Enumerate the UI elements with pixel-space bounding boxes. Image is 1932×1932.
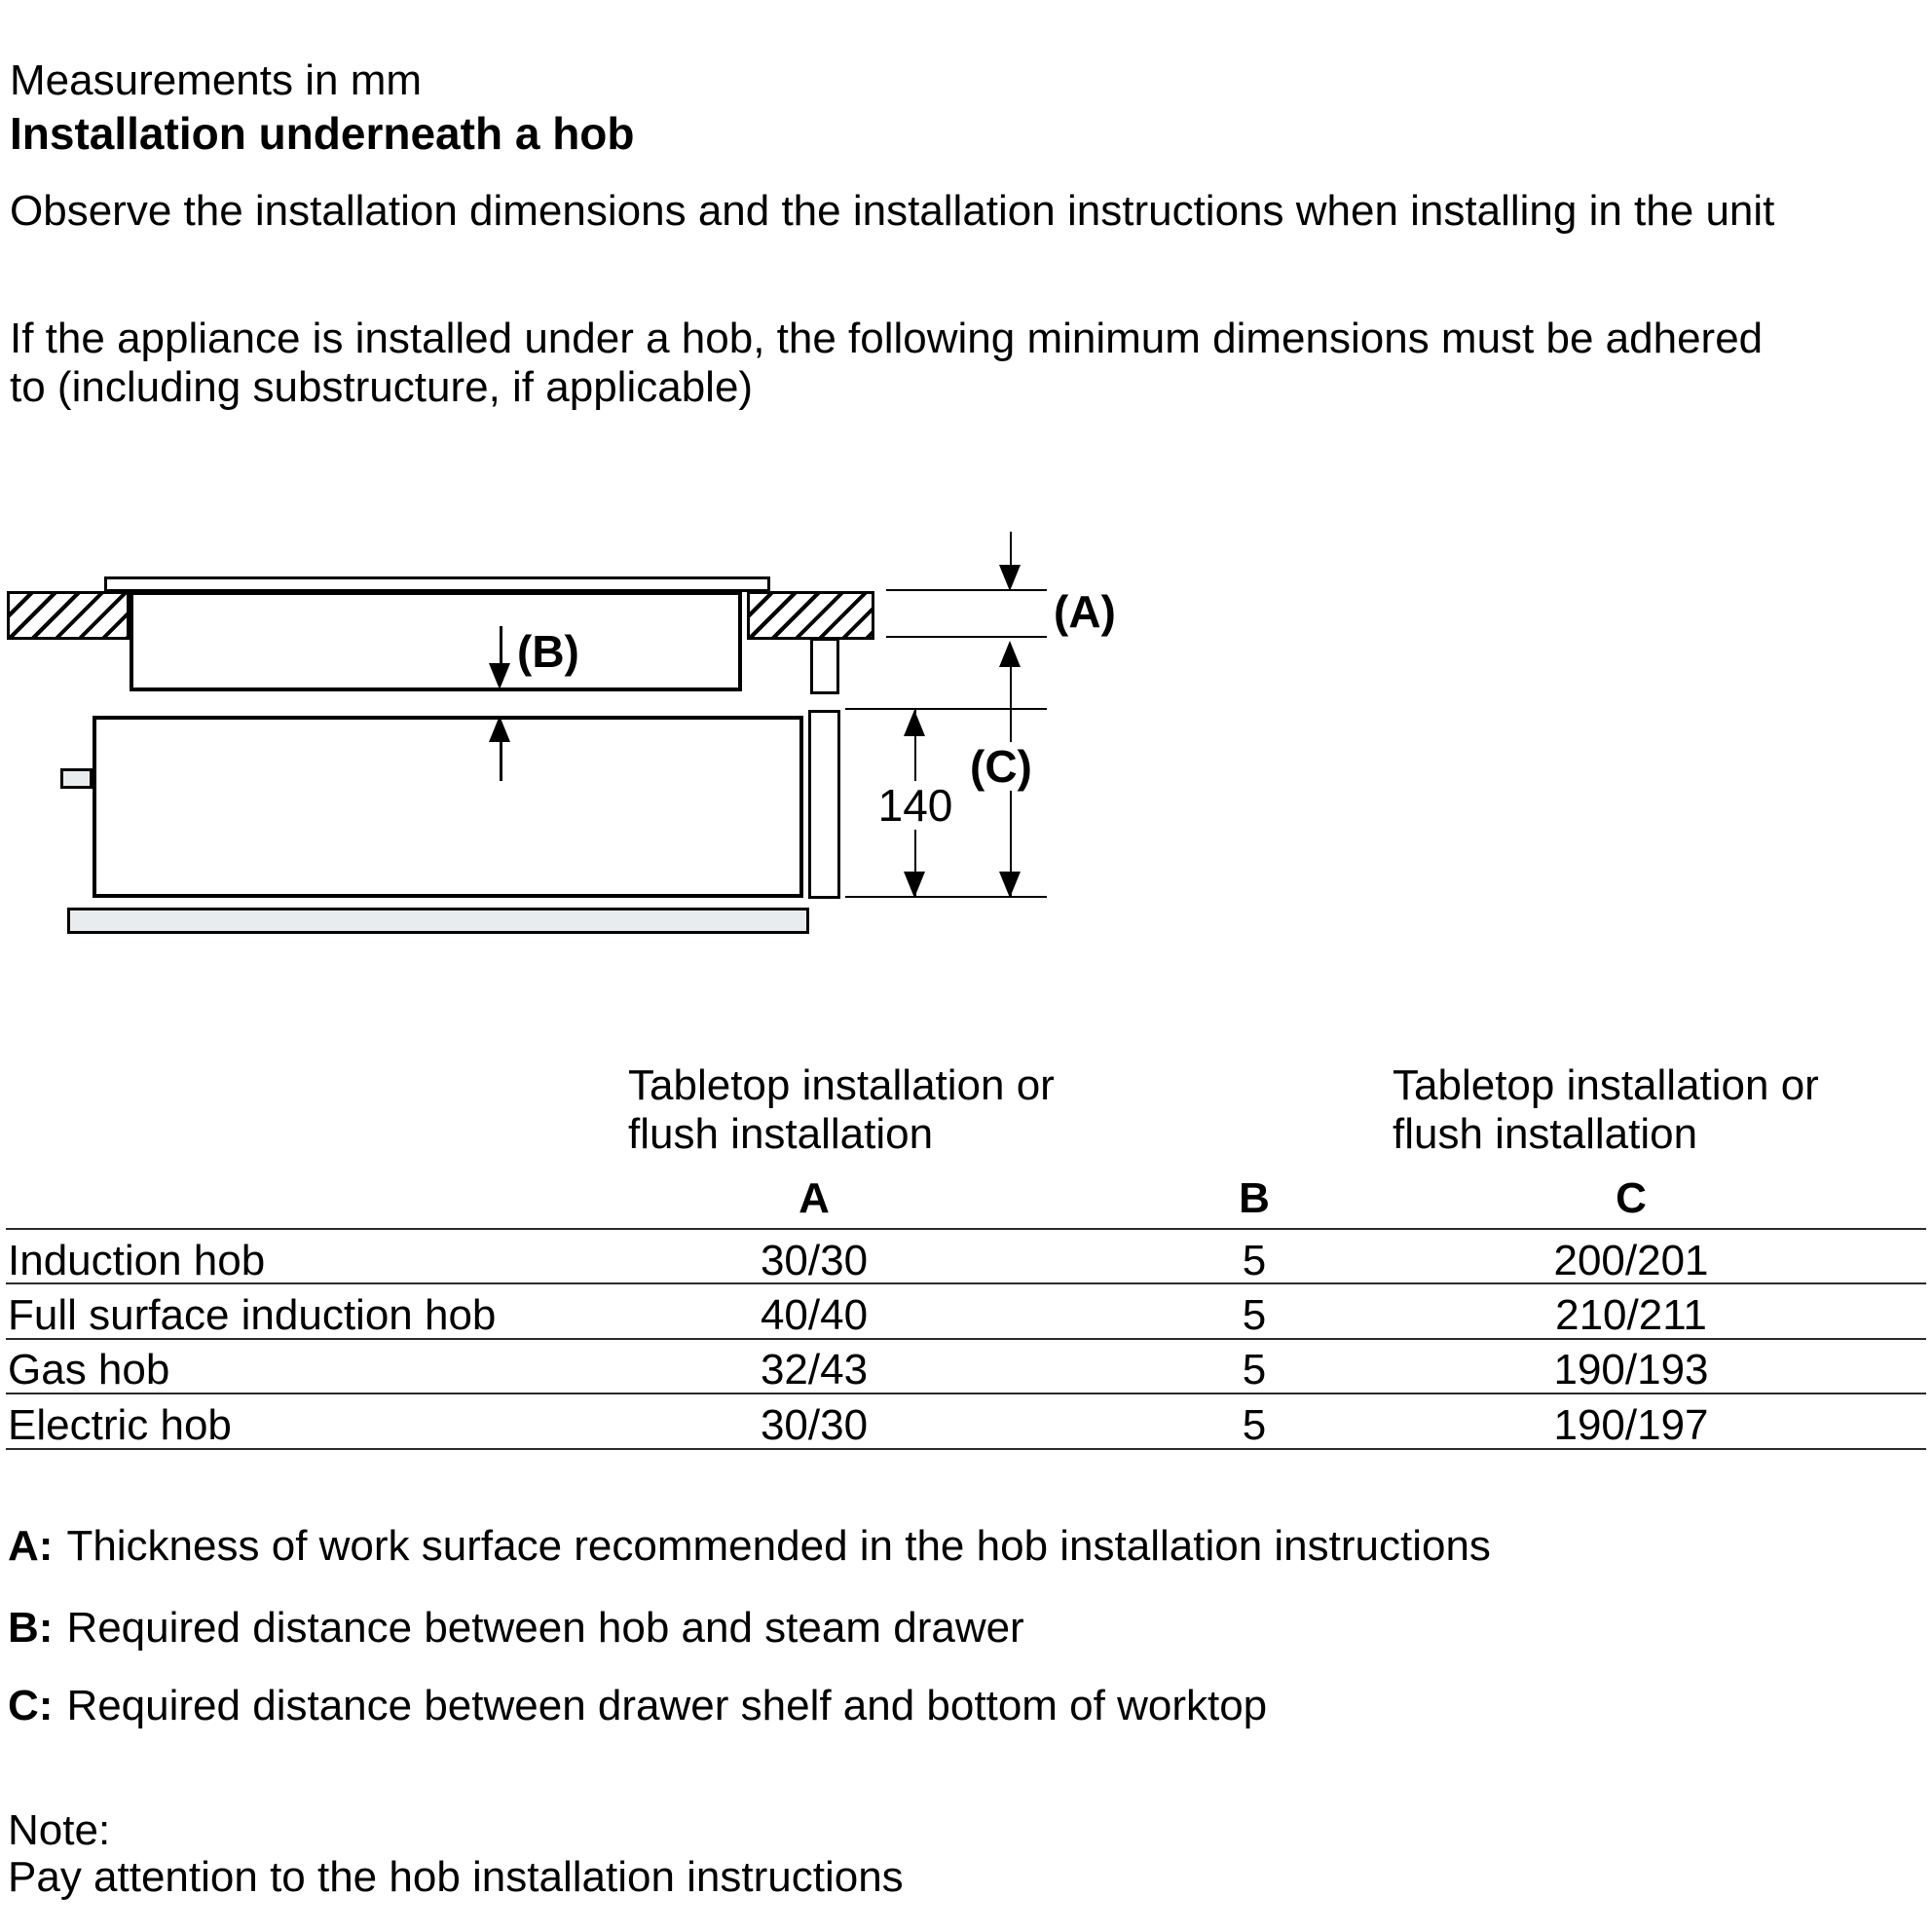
dim-a-shaft: [1010, 532, 1012, 569]
legend-key: A:: [8, 1522, 54, 1570]
dim-b-lower-shaft: [500, 742, 502, 781]
dim-b-label: (B): [517, 626, 579, 677]
conditions-line-1: If the appliance is installed under a hob, the following minimum dimensions must be adhered: [10, 315, 1764, 362]
legend-key: B:: [8, 1604, 54, 1652]
cell-b: 5: [1242, 1237, 1267, 1284]
legend-item-a: [8, 1522, 1491, 1571]
legend-key: C:: [8, 1682, 54, 1729]
note-text: Pay attention to the hob installation instructions: [8, 1853, 904, 1901]
row-label: Electric hob: [8, 1401, 232, 1449]
group-header-1-line-2: flush installation: [628, 1110, 934, 1158]
cell-b: 5: [1242, 1401, 1267, 1449]
cell-c: 190/193: [1553, 1346, 1709, 1393]
page-subtitle: Measurements in mm: [10, 56, 423, 104]
legend-item-c: [8, 1682, 1267, 1730]
cell-a: 40/40: [760, 1291, 869, 1339]
dim-c-up-arrow-icon: [999, 641, 1021, 667]
dim-a-label: (A): [1054, 586, 1116, 637]
dim-a-extension-bottom: [886, 636, 1047, 638]
dim-c-label: (C): [964, 742, 1038, 791]
dim-140-down-arrow-icon: [904, 872, 925, 898]
hob-body: [130, 591, 742, 691]
note-label: Note:: [8, 1806, 111, 1854]
cell-b: 5: [1242, 1291, 1267, 1339]
drawer-shelf: [67, 908, 809, 934]
conditions-line-2: to (including substructure, if applicable): [10, 363, 754, 411]
rear-panel: [808, 710, 840, 899]
drawer-height-value: 140: [865, 781, 966, 830]
group-header-2: [1393, 1061, 1819, 1159]
row-label: Induction hob: [8, 1237, 266, 1284]
cell-a: 30/30: [760, 1401, 869, 1449]
hob-diagram: [0, 0, 1169, 974]
drawer-bottom-extension-line: [845, 896, 1047, 898]
group-header-2-line-2: flush installation: [1393, 1110, 1698, 1158]
row-label: Full surface induction hob: [8, 1291, 497, 1339]
table-rule: [6, 1228, 1926, 1230]
drawer-top-extension-line: [845, 708, 1047, 710]
page-title: Installation underneath a hob: [10, 108, 635, 159]
cell-b: 5: [1242, 1346, 1267, 1393]
worktop-right-section: [747, 591, 874, 640]
steam-drawer: [93, 716, 803, 898]
cell-c: 200/201: [1553, 1237, 1709, 1284]
dim-b-up-arrow-icon: [489, 716, 510, 742]
column-header-a: A: [799, 1174, 830, 1222]
row-label: Gas hob: [8, 1346, 170, 1393]
group-header-1-line-1: Tabletop installation or: [628, 1061, 1055, 1109]
cell-c: 190/197: [1553, 1401, 1709, 1449]
intro-paragraph: Observe the installation dimensions and the installation instructions when installing in the unit: [10, 187, 1775, 235]
drawer-side-tab: [60, 768, 93, 789]
hob-glass-plate: [104, 576, 770, 592]
legend-text: Required distance between drawer shelf and bottom of worktop: [66, 1682, 1268, 1729]
dim-140-up-arrow-icon: [904, 710, 925, 736]
worktop-left-section: [7, 591, 130, 640]
legend-text: Thickness of work surface recommended in the hob installation instructions: [66, 1522, 1491, 1570]
legend-item-b: [8, 1604, 1024, 1653]
cell-a: 32/43: [760, 1346, 869, 1393]
cell-a: 30/30: [760, 1237, 869, 1284]
dim-b-upper-shaft: [500, 626, 502, 666]
column-header-c: C: [1616, 1174, 1647, 1222]
cell-c: 210/211: [1555, 1291, 1707, 1339]
dim-b-down-arrow-icon: [489, 663, 510, 689]
group-header-1: [628, 1061, 1055, 1159]
mounting-batten: [810, 638, 839, 694]
group-header-2-line-1: Tabletop installation or: [1393, 1061, 1819, 1109]
dim-a-extension-top: [886, 589, 1047, 591]
legend-text: Required distance between hob and steam drawer: [66, 1604, 1024, 1652]
dim-a-down-arrow-icon: [999, 565, 1021, 591]
dim-c-down-arrow-icon: [999, 872, 1021, 898]
column-header-b: B: [1239, 1174, 1270, 1222]
